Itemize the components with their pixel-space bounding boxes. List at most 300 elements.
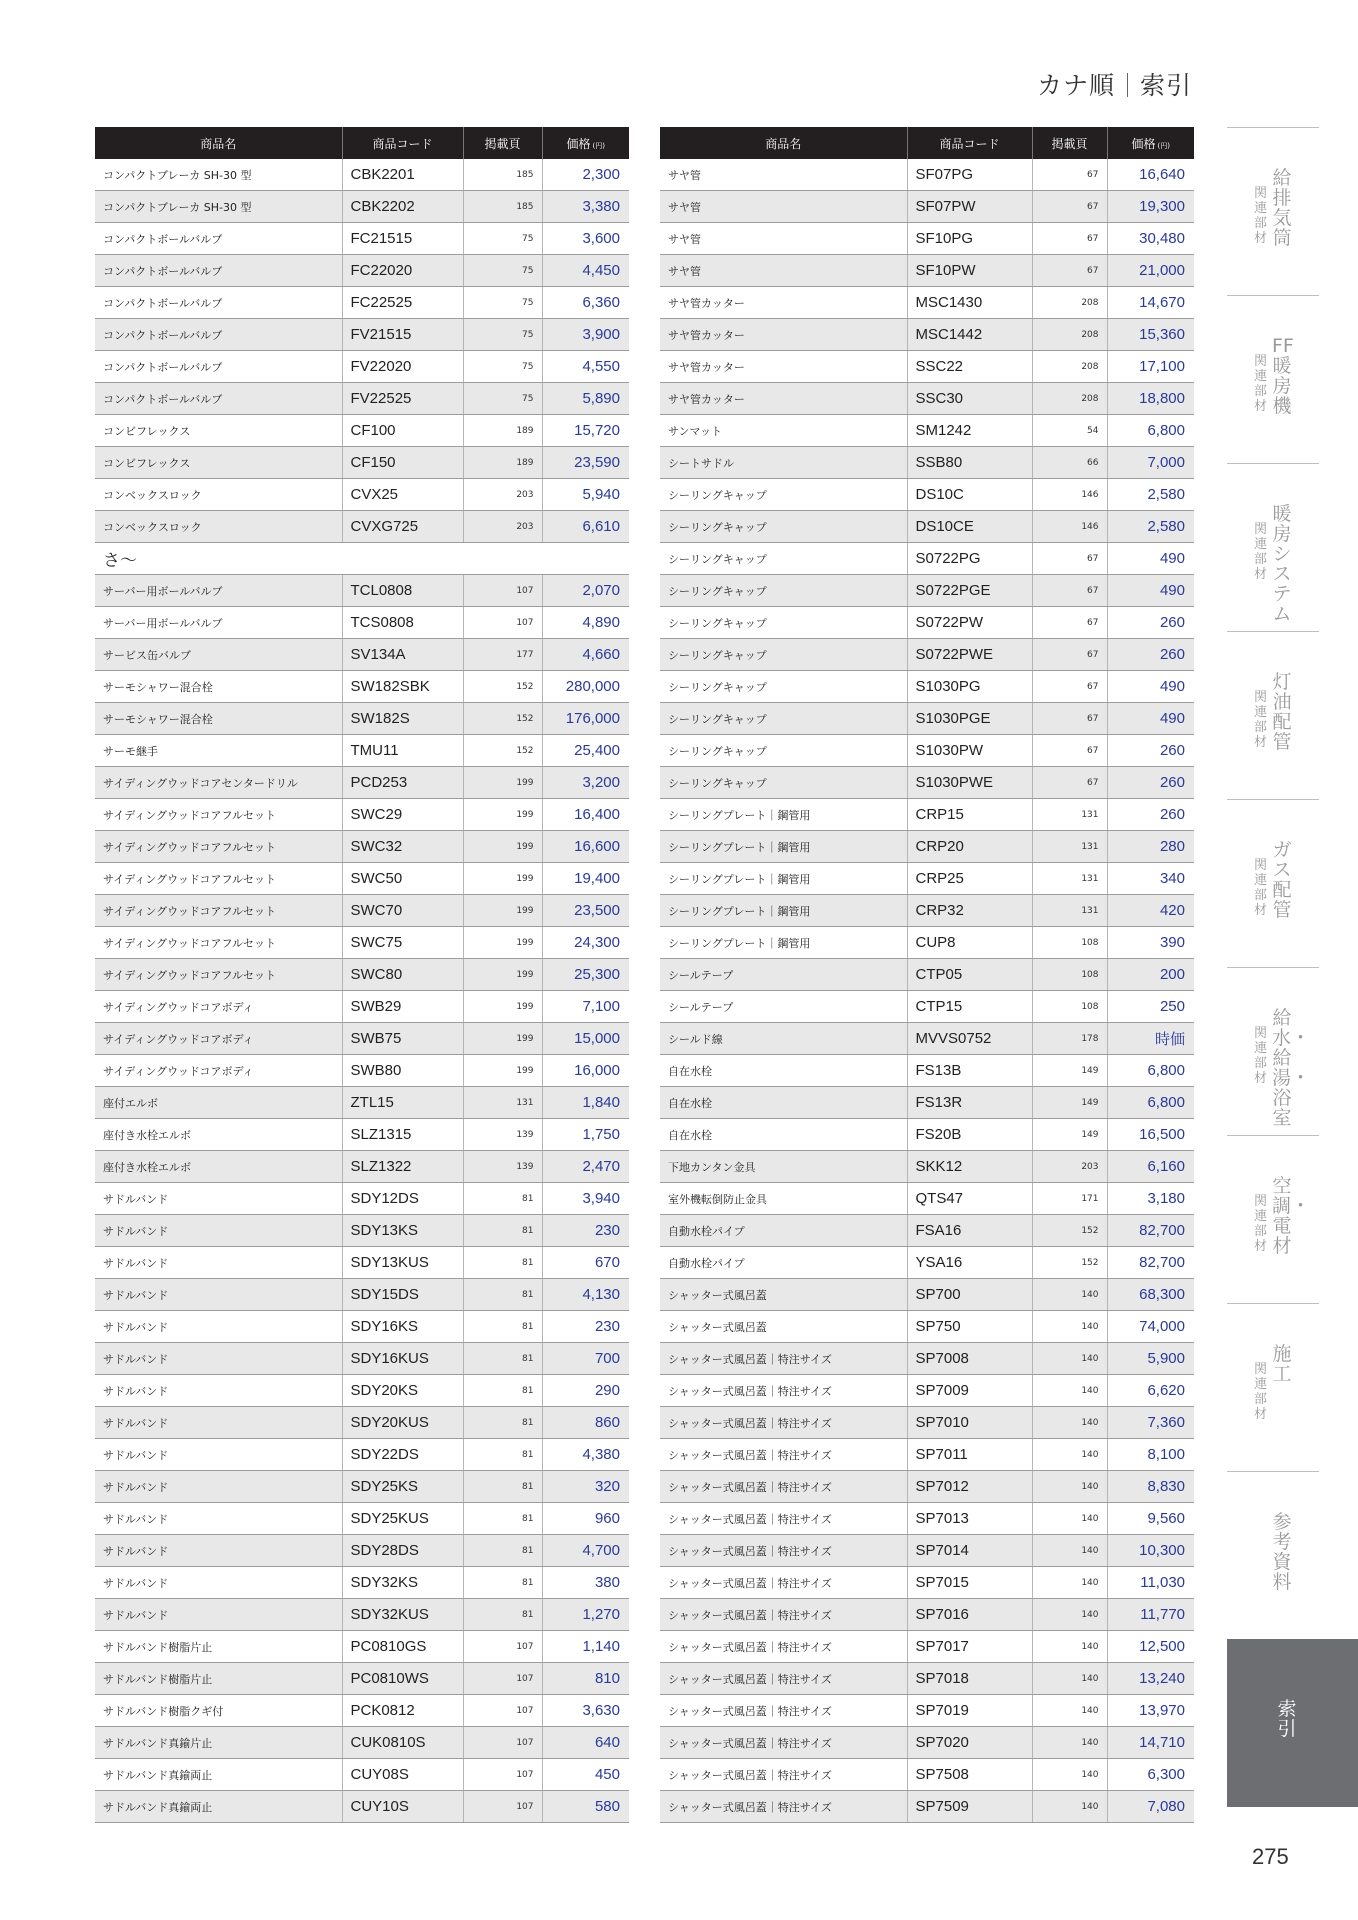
table-row xyxy=(660,1087,1194,1119)
page-ref-cell: 152 xyxy=(463,735,542,767)
sidebar-tab-label: 施工 xyxy=(1272,1343,1292,1385)
product-name-cell: サイディングウッドコアフルセット xyxy=(95,959,342,991)
page-ref-cell: 177 xyxy=(463,639,542,671)
page-ref-cell: 140 xyxy=(1032,1407,1107,1439)
page-ref-cell: 67 xyxy=(1032,159,1107,191)
product-code-cell: MSC1430 xyxy=(907,287,1032,319)
product-code-cell: SWC29 xyxy=(342,799,463,831)
product-code-cell: CRP15 xyxy=(907,799,1032,831)
page-ref-cell: 81 xyxy=(463,1471,542,1503)
product-name-cell: コンパクトブレーカ SH-30 型 xyxy=(95,191,342,223)
table-row xyxy=(95,1567,629,1599)
table-header-row xyxy=(660,127,1194,159)
page-ref-cell: 199 xyxy=(463,927,542,959)
product-name-cell: サイディングウッドコアフルセット xyxy=(95,799,342,831)
product-code-cell: SP7012 xyxy=(907,1471,1032,1503)
price-cell: 4,450 xyxy=(542,255,629,287)
price-cell: 15,000 xyxy=(542,1023,629,1055)
table-row xyxy=(660,1663,1194,1695)
page-ref-cell: 140 xyxy=(1032,1663,1107,1695)
page-ref-cell: 199 xyxy=(463,1023,542,1055)
price-cell: 10,300 xyxy=(1107,1535,1194,1567)
product-code-cell: SDY15DS xyxy=(342,1279,463,1311)
title-index: 索引 xyxy=(1139,71,1192,100)
sidebar-tab-sublabel: 関連部材 xyxy=(1253,1194,1267,1254)
page-ref-cell: 67 xyxy=(1032,703,1107,735)
product-name-cell: サドルバンド xyxy=(95,1343,342,1375)
price-cell: 4,700 xyxy=(542,1535,629,1567)
table-row xyxy=(660,863,1194,895)
price-cell: 230 xyxy=(542,1311,629,1343)
page-ref-cell: 54 xyxy=(1032,415,1107,447)
price-cell: 14,670 xyxy=(1107,287,1194,319)
page-ref-cell: 149 xyxy=(1032,1055,1107,1087)
product-code-cell: SDY28DS xyxy=(342,1535,463,1567)
price-cell: 1,750 xyxy=(542,1119,629,1151)
price-cell: 17,100 xyxy=(1107,351,1194,383)
page-ref-cell: 107 xyxy=(463,1791,542,1823)
table-row xyxy=(95,1119,629,1151)
product-name-cell: シャッター式風呂蓋 xyxy=(660,1279,907,1311)
sidebar-tab-sublabel: 関連部材 xyxy=(1253,1026,1267,1086)
table-row xyxy=(95,1599,629,1631)
sidebar-tab[interactable] xyxy=(1227,1471,1319,1640)
page-ref-cell: 140 xyxy=(1032,1631,1107,1663)
price-cell: 1,840 xyxy=(542,1087,629,1119)
price-cell: 6,360 xyxy=(542,287,629,319)
price-cell: 640 xyxy=(542,1727,629,1759)
product-name-cell: サドルバンド xyxy=(95,1279,342,1311)
price-cell: 280 xyxy=(1107,831,1194,863)
sidebar-tab-sublabel: 関連部材 xyxy=(1253,522,1267,582)
product-name-cell: サヤ管カッター xyxy=(660,351,907,383)
page-ref-cell: 140 xyxy=(1032,1535,1107,1567)
product-code-cell: SLZ1315 xyxy=(342,1119,463,1151)
product-code-cell: SF07PG xyxy=(907,159,1032,191)
price-cell: 21,000 xyxy=(1107,255,1194,287)
product-code-cell: SSC22 xyxy=(907,351,1032,383)
price-cell: 5,940 xyxy=(542,479,629,511)
table-row xyxy=(660,1183,1194,1215)
price-cell: 390 xyxy=(1107,927,1194,959)
price-cell: 6,300 xyxy=(1107,1759,1194,1791)
table-row xyxy=(95,159,629,191)
table-row xyxy=(660,447,1194,479)
table-row xyxy=(660,639,1194,671)
table-row xyxy=(660,287,1194,319)
table-row xyxy=(660,831,1194,863)
product-name-cell: サヤ管カッター xyxy=(660,319,907,351)
product-code-cell: SP7019 xyxy=(907,1695,1032,1727)
product-code-cell: S0722PGE xyxy=(907,575,1032,607)
table-row xyxy=(660,1023,1194,1055)
table-row xyxy=(660,703,1194,735)
price-cell: 6,610 xyxy=(542,511,629,543)
price-cell: 2,470 xyxy=(542,1151,629,1183)
product-name-cell: サドルバンド xyxy=(95,1599,342,1631)
product-code-cell: S0722PW xyxy=(907,607,1032,639)
page-ref-cell: 67 xyxy=(1032,639,1107,671)
product-name-cell: シャッター式風呂蓋｜特注サイズ xyxy=(660,1695,907,1727)
page-ref-cell: 67 xyxy=(1032,191,1107,223)
price-cell: 490 xyxy=(1107,671,1194,703)
product-code-cell: SP7018 xyxy=(907,1663,1032,1695)
sidebar-tab[interactable] xyxy=(1227,631,1319,800)
product-code-cell: SP7011 xyxy=(907,1439,1032,1471)
product-code-cell: FV21515 xyxy=(342,319,463,351)
page-ref-cell: 67 xyxy=(1032,575,1107,607)
page-ref-cell: 67 xyxy=(1032,543,1107,575)
page-ref-cell: 108 xyxy=(1032,927,1107,959)
table-row xyxy=(95,703,629,735)
price-cell: 82,700 xyxy=(1107,1247,1194,1279)
table-row xyxy=(660,1215,1194,1247)
product-code-cell: SDY13KUS xyxy=(342,1247,463,1279)
sidebar-tab-sublabel: 関連部材 xyxy=(1253,690,1267,750)
page-ref-cell: 178 xyxy=(1032,1023,1107,1055)
sidebar-tab[interactable] xyxy=(1227,1639,1358,1807)
price-cell: 74,000 xyxy=(1107,1311,1194,1343)
price-cell: 25,400 xyxy=(542,735,629,767)
sidebar-tab[interactable] xyxy=(1227,295,1319,464)
page-ref-cell: 131 xyxy=(1032,799,1107,831)
price-cell: 7,100 xyxy=(542,991,629,1023)
table-row xyxy=(95,1247,629,1279)
sidebar-tab-label: 参考資料 xyxy=(1272,1511,1292,1593)
page-ref-cell: 189 xyxy=(463,447,542,479)
price-cell: 230 xyxy=(542,1215,629,1247)
table-row xyxy=(660,1407,1194,1439)
product-name-cell: 室外機転倒防止金具 xyxy=(660,1183,907,1215)
product-name-cell: 自動水栓パイプ xyxy=(660,1247,907,1279)
product-code-cell: CTP05 xyxy=(907,959,1032,991)
page-ref-cell: 208 xyxy=(1032,383,1107,415)
page-ref-cell: 146 xyxy=(1032,479,1107,511)
price-cell: 260 xyxy=(1107,639,1194,671)
table-row xyxy=(95,319,629,351)
product-name-cell: サドルバンド xyxy=(95,1471,342,1503)
product-name-cell: サーバー用ボールバルブ xyxy=(95,575,342,607)
table-row xyxy=(660,1791,1194,1823)
product-name-cell: サンマット xyxy=(660,415,907,447)
price-cell: 25,300 xyxy=(542,959,629,991)
sidebar-tab[interactable] xyxy=(1227,127,1319,296)
product-code-cell: FC21515 xyxy=(342,223,463,255)
product-name-cell: シーリングプレート｜鋼管用 xyxy=(660,895,907,927)
product-name-cell: シャッター式風呂蓋｜特注サイズ xyxy=(660,1791,907,1823)
page-ref-cell: 140 xyxy=(1032,1599,1107,1631)
page-ref-cell: 108 xyxy=(1032,959,1107,991)
price-cell: 9,560 xyxy=(1107,1503,1194,1535)
product-code-cell: PCD253 xyxy=(342,767,463,799)
price-cell: 260 xyxy=(1107,799,1194,831)
table-row xyxy=(95,895,629,927)
table-row xyxy=(660,767,1194,799)
table-row xyxy=(95,1663,629,1695)
product-code-cell: MSC1442 xyxy=(907,319,1032,351)
product-code-cell: SM1242 xyxy=(907,415,1032,447)
sidebar-tab-label: ガス配管 xyxy=(1272,839,1292,921)
product-code-cell: ZTL15 xyxy=(342,1087,463,1119)
table-row xyxy=(95,831,629,863)
table-row xyxy=(660,1343,1194,1375)
price-cell: 7,000 xyxy=(1107,447,1194,479)
section-heading: さ〜 xyxy=(95,543,629,575)
page-ref-cell: 189 xyxy=(463,415,542,447)
product-code-cell: CBK2202 xyxy=(342,191,463,223)
product-name-cell: シャッター式風呂蓋 xyxy=(660,1311,907,1343)
product-code-cell: SWC32 xyxy=(342,831,463,863)
page-ref-cell: 67 xyxy=(1032,767,1107,799)
price-cell: 260 xyxy=(1107,607,1194,639)
table-row xyxy=(95,1503,629,1535)
price-cell: 3,380 xyxy=(542,191,629,223)
price-cell: 13,240 xyxy=(1107,1663,1194,1695)
product-code-cell: CUY08S xyxy=(342,1759,463,1791)
product-name-cell: サーバー用ボールバルブ xyxy=(95,607,342,639)
page-ref-cell: 140 xyxy=(1032,1567,1107,1599)
product-name-cell: 自在水栓 xyxy=(660,1055,907,1087)
sidebar-tab-sublabel: 関連部材 xyxy=(1253,186,1267,246)
price-cell: 290 xyxy=(542,1375,629,1407)
product-name-cell: サドルバンド真鍮両止 xyxy=(95,1759,342,1791)
price-cell: 11,770 xyxy=(1107,1599,1194,1631)
product-name-cell: サドルバンド樹脂クギ付 xyxy=(95,1695,342,1727)
product-name-cell: サヤ管カッター xyxy=(660,287,907,319)
page-ref-cell: 185 xyxy=(463,159,542,191)
product-name-cell: サヤ管 xyxy=(660,191,907,223)
price-cell: 19,300 xyxy=(1107,191,1194,223)
product-code-cell: CVXG725 xyxy=(342,511,463,543)
price-cell: 16,500 xyxy=(1107,1119,1194,1151)
table-row xyxy=(660,159,1194,191)
price-cell: 580 xyxy=(542,1791,629,1823)
product-name-cell: サイディングウッドコアフルセット xyxy=(95,863,342,895)
product-code-cell: MVVS0752 xyxy=(907,1023,1032,1055)
sidebar-tab-sublabel: 関連部材 xyxy=(1253,1362,1267,1422)
column-header-page: 掲載頁 xyxy=(463,127,542,159)
product-name-cell: シーリングプレート｜鋼管用 xyxy=(660,863,907,895)
table-row xyxy=(660,895,1194,927)
price-cell: 4,660 xyxy=(542,639,629,671)
product-name-cell: シーリングプレート｜鋼管用 xyxy=(660,927,907,959)
price-cell: 700 xyxy=(542,1343,629,1375)
product-code-cell: SDY25KUS xyxy=(342,1503,463,1535)
product-name-cell: コンパクトボールバルブ xyxy=(95,255,342,287)
product-code-cell: PCK0812 xyxy=(342,1695,463,1727)
product-name-cell: サドルバンド xyxy=(95,1503,342,1535)
table-row xyxy=(95,1311,629,1343)
page-ref-cell: 107 xyxy=(463,1759,542,1791)
price-cell: 13,970 xyxy=(1107,1695,1194,1727)
product-code-cell: DS10CE xyxy=(907,511,1032,543)
product-code-cell: SDY16KUS xyxy=(342,1343,463,1375)
column-header-name: 商品名 xyxy=(660,127,907,159)
product-code-cell: SDY20KS xyxy=(342,1375,463,1407)
table-row xyxy=(660,1759,1194,1791)
product-name-cell: サドルバンド真鍮片止 xyxy=(95,1727,342,1759)
column-header-code: 商品コード xyxy=(342,127,463,159)
table-row xyxy=(660,223,1194,255)
table-row xyxy=(95,1023,629,1055)
product-name-cell: コンベックスロック xyxy=(95,479,342,511)
product-name-cell: コンパクトボールバルブ xyxy=(95,351,342,383)
product-name-cell: サイディングウッドコアボディ xyxy=(95,1055,342,1087)
sidebar-tab[interactable] xyxy=(1227,967,1319,1136)
product-code-cell: SP7017 xyxy=(907,1631,1032,1663)
price-cell: 3,940 xyxy=(542,1183,629,1215)
table-row xyxy=(95,1343,629,1375)
price-cell: 23,590 xyxy=(542,447,629,479)
table-row xyxy=(95,1631,629,1663)
product-code-cell: SV134A xyxy=(342,639,463,671)
table-row xyxy=(95,511,629,543)
page-ref-cell: 203 xyxy=(1032,1151,1107,1183)
page-ref-cell: 199 xyxy=(463,895,542,927)
sidebar-tab-label: 索引 xyxy=(1277,1698,1297,1740)
page-ref-cell: 199 xyxy=(463,1055,542,1087)
product-name-cell: シーリングキャップ xyxy=(660,735,907,767)
page-ref-cell: 131 xyxy=(1032,895,1107,927)
product-code-cell: SWB75 xyxy=(342,1023,463,1055)
price-unit: (円) xyxy=(592,141,605,150)
product-name-cell: 自在水栓 xyxy=(660,1119,907,1151)
table-row xyxy=(95,1087,629,1119)
price-label: 価格 xyxy=(566,136,591,151)
table-row xyxy=(660,1503,1194,1535)
page-ref-cell: 75 xyxy=(463,287,542,319)
table-row xyxy=(660,1375,1194,1407)
product-name-cell: シーリングプレート｜鋼管用 xyxy=(660,831,907,863)
index-table-right xyxy=(660,127,1194,1823)
table-row xyxy=(660,1247,1194,1279)
page-ref-cell: 140 xyxy=(1032,1471,1107,1503)
price-cell: 4,380 xyxy=(542,1439,629,1471)
sidebar-tab-label: 給排気筒 xyxy=(1272,167,1292,249)
product-name-cell: サドルバンド xyxy=(95,1567,342,1599)
product-name-cell: サービス缶バルブ xyxy=(95,639,342,671)
page-ref-cell: 107 xyxy=(463,1727,542,1759)
product-name-cell: シーリングキャップ xyxy=(660,671,907,703)
page-ref-cell: 75 xyxy=(463,319,542,351)
page-ref-cell: 81 xyxy=(463,1183,542,1215)
column-header-page: 掲載頁 xyxy=(1032,127,1107,159)
table-row xyxy=(95,415,629,447)
sidebar-tab[interactable] xyxy=(1227,463,1319,632)
product-code-cell: S1030PGE xyxy=(907,703,1032,735)
page-ref-cell: 131 xyxy=(463,1087,542,1119)
sidebar-tab[interactable] xyxy=(1227,1135,1319,1304)
page-ref-cell: 81 xyxy=(463,1343,542,1375)
table-row xyxy=(660,319,1194,351)
price-cell: 5,900 xyxy=(1107,1343,1194,1375)
price-cell: 176,000 xyxy=(542,703,629,735)
page-ref-cell: 185 xyxy=(463,191,542,223)
table-row xyxy=(95,1215,629,1247)
product-name-cell: コンパクトブレーカ SH-30 型 xyxy=(95,159,342,191)
table-row xyxy=(95,1407,629,1439)
page-ref-cell: 140 xyxy=(1032,1279,1107,1311)
table-row xyxy=(95,1279,629,1311)
product-code-cell: CRP32 xyxy=(907,895,1032,927)
price-cell: 3,180 xyxy=(1107,1183,1194,1215)
product-code-cell: SP700 xyxy=(907,1279,1032,1311)
product-name-cell: サイディングウッドコアフルセット xyxy=(95,831,342,863)
product-code-cell: SP7508 xyxy=(907,1759,1032,1791)
page-ref-cell: 208 xyxy=(1032,287,1107,319)
price-cell: 2,300 xyxy=(542,159,629,191)
product-code-cell: SP7509 xyxy=(907,1791,1032,1823)
product-name-cell: サヤ管 xyxy=(660,223,907,255)
sidebar-tab-sublabel: 関連部材 xyxy=(1253,354,1267,414)
page-ref-cell: 67 xyxy=(1032,255,1107,287)
page-ref-cell: 140 xyxy=(1032,1343,1107,1375)
product-name-cell: シャッター式風呂蓋｜特注サイズ xyxy=(660,1567,907,1599)
product-code-cell: FC22020 xyxy=(342,255,463,287)
price-cell: 15,360 xyxy=(1107,319,1194,351)
product-name-cell: コンパクトボールバルブ xyxy=(95,223,342,255)
price-cell: 16,640 xyxy=(1107,159,1194,191)
product-name-cell: コンパクトボールバルブ xyxy=(95,287,342,319)
page-ref-cell: 75 xyxy=(463,383,542,415)
product-name-cell: コンビフレックス xyxy=(95,415,342,447)
table-row xyxy=(95,959,629,991)
price-cell: 6,800 xyxy=(1107,1055,1194,1087)
product-name-cell: サドルバンド xyxy=(95,1311,342,1343)
table-row xyxy=(95,991,629,1023)
product-code-cell: SW182SBK xyxy=(342,671,463,703)
page-ref-cell: 171 xyxy=(1032,1183,1107,1215)
product-code-cell: SWC50 xyxy=(342,863,463,895)
product-name-cell: サドルバンド xyxy=(95,1375,342,1407)
table-row xyxy=(660,255,1194,287)
page-ref-cell: 81 xyxy=(463,1375,542,1407)
price-cell: 200 xyxy=(1107,959,1194,991)
product-code-cell: SDY22DS xyxy=(342,1439,463,1471)
product-name-cell: サドルバンド樹脂片止 xyxy=(95,1631,342,1663)
sidebar-tab[interactable] xyxy=(1227,799,1319,968)
table-row xyxy=(660,543,1194,575)
price-cell: 960 xyxy=(542,1503,629,1535)
page-ref-cell: 107 xyxy=(463,1663,542,1695)
product-code-cell: SWB29 xyxy=(342,991,463,1023)
table-header-row xyxy=(95,127,629,159)
page-ref-cell: 81 xyxy=(463,1439,542,1471)
product-code-cell: CUP8 xyxy=(907,927,1032,959)
table-row xyxy=(660,1279,1194,1311)
product-name-cell: コンパクトボールバルブ xyxy=(95,319,342,351)
table-row xyxy=(95,479,629,511)
table-row xyxy=(95,351,629,383)
page-ref-cell: 75 xyxy=(463,255,542,287)
sidebar-tab[interactable] xyxy=(1227,1303,1319,1472)
product-name-cell: サドルバンド xyxy=(95,1439,342,1471)
page-ref-cell: 81 xyxy=(463,1279,542,1311)
product-name-cell: シャッター式風呂蓋｜特注サイズ xyxy=(660,1407,907,1439)
table-row xyxy=(660,191,1194,223)
price-cell: 2,070 xyxy=(542,575,629,607)
product-code-cell: YSA16 xyxy=(907,1247,1032,1279)
section-heading-row xyxy=(95,543,629,575)
product-code-cell: FC22525 xyxy=(342,287,463,319)
product-name-cell: サドルバンド xyxy=(95,1535,342,1567)
sidebar-tab-label: 空調・電材 xyxy=(1272,1175,1311,1257)
page-ref-cell: 81 xyxy=(463,1503,542,1535)
price-cell: 8,100 xyxy=(1107,1439,1194,1471)
price-cell: 280,000 xyxy=(542,671,629,703)
product-name-cell: シーリングキャップ xyxy=(660,607,907,639)
product-name-cell: サイディングウッドコアフルセット xyxy=(95,927,342,959)
